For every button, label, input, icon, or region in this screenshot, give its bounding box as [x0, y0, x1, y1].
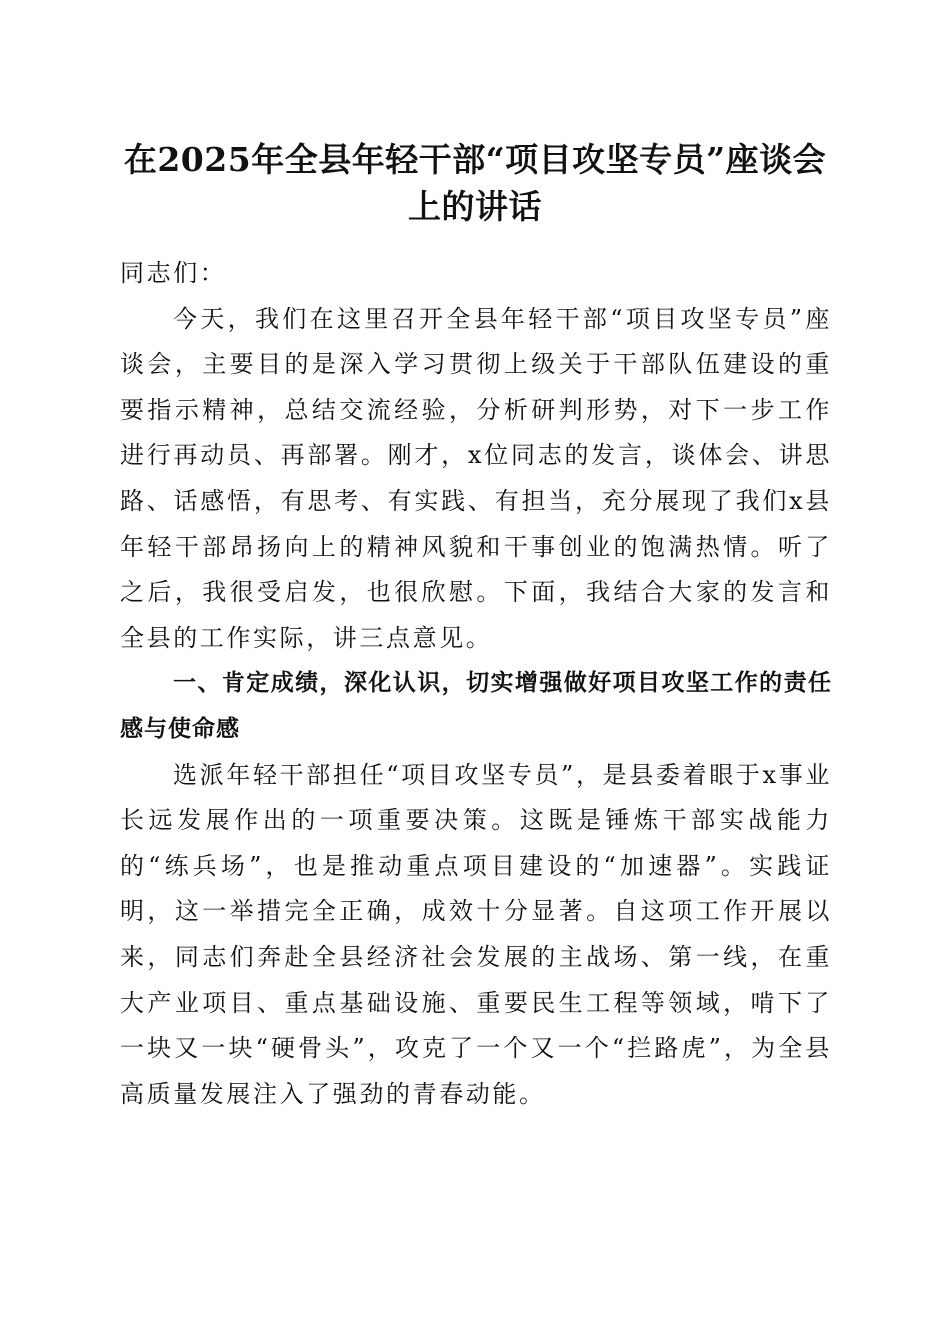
salutation: 同志们： — [120, 259, 227, 287]
document-title: 在2025年全县年轻干部“项目攻坚专员”座谈会上的讲话 — [123, 140, 827, 226]
intro-paragraph: 今天，我们在这里召开全县年轻干部“项目攻坚专员”座谈会，主要目的是深入学习贯彻上级关于干部队伍建设的重要指示精神，总结交流经验，分析研判形势，对下一步工作进行再动员、再部署。刚才，x位同志的发言，谈体会、讲思路、话感悟，有思考、有实践、有担当，充分展现了我们x县年轻干部昂扬向上的精神风貌和干事创业的饱满热情。听了之后，我很受启发，也很欣慰。下面，我结合大家的发言和全县的工作实际，讲三点意见。 — [120, 304, 832, 652]
section-1-paragraph: 选派年轻干部担任“项目攻坚专员”，是县委着眼于x事业长远发展作出的一项重要决策。这既是锤炼干部实战能力的“练兵场”，也是推动重点项目建设的“加速器”。实践证明，这一举措完全正确，成效十分显著。自这项工作开展以来，同志们奔赴全县经济社会发展的主战场、第一线，在重大产业项目、重点基础设施、重要民生工程等领域，啃下了一块又一块“硬骨头”，攻克了一个又一个“拦路虎”，为全县高质量发展注入了强劲的青春动能。 — [120, 760, 832, 1108]
section-1-heading: 一、肯定成绩，深化认识，切实增强做好项目攻坚工作的责任感与使命感 — [120, 670, 832, 742]
document-body — [120, 251, 832, 1117]
